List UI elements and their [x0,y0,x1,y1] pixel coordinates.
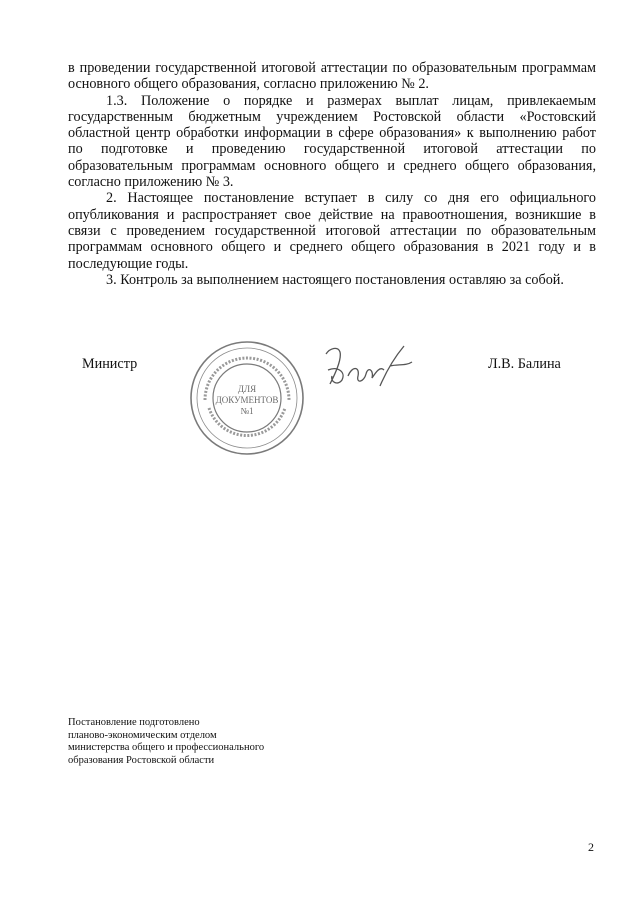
preparer-note-line: планово-экономическим отделом [68,729,217,741]
signatory-title: Министр [82,356,138,372]
paragraph-3: 3. Контроль за выполнением настоящего постановления оставляю за собой. [106,271,564,288]
signature-block [0,336,640,456]
document-body [68,60,596,288]
page-number: 2 [588,840,594,854]
paragraph-1-3: 1.3. Положение о порядке и размерах выплат лицам, привлекаемым государственным бюджетным учреждением Ростовской области «Ростовский областной центр обработки информации в сфере образования» к выполнению работ по подготовке и проведению государственной итоговой аттестации по образовательным программам основного общего и среднего общего образования, согласно приложению № 3. [68,92,596,191]
official-seal [187,338,307,458]
preparer-note-line: министерства общего и профессионального [68,742,265,753]
svg-text:№1: №1 [240,406,254,416]
handwritten-signature [320,336,420,396]
preparer-note [68,717,368,767]
signatory-name: Л.В. Балина [488,356,561,372]
svg-text:ДОКУМЕНТОВ: ДОКУМЕНТОВ [215,395,279,405]
paragraph-2: 2. Настоящее постановление вступает в силу со дня его официального опубликования и распространяет свое действие на правоотношения, возникшие в связи с проведением государственной итоговой аттестации по образовательным программам основного общего и среднего общего образования в 2021 году и в последующие годы. [68,190,596,272]
preparer-note-line: Постановление подготовлено [68,717,200,728]
preparer-note-line: образования Ростовской области [68,754,215,766]
svg-text:ДЛЯ: ДЛЯ [237,384,257,394]
paragraph-continuation: в проведении государственной итоговой аттестации по образовательным программам основного общего образования, согласно приложению № 2. [68,60,596,93]
